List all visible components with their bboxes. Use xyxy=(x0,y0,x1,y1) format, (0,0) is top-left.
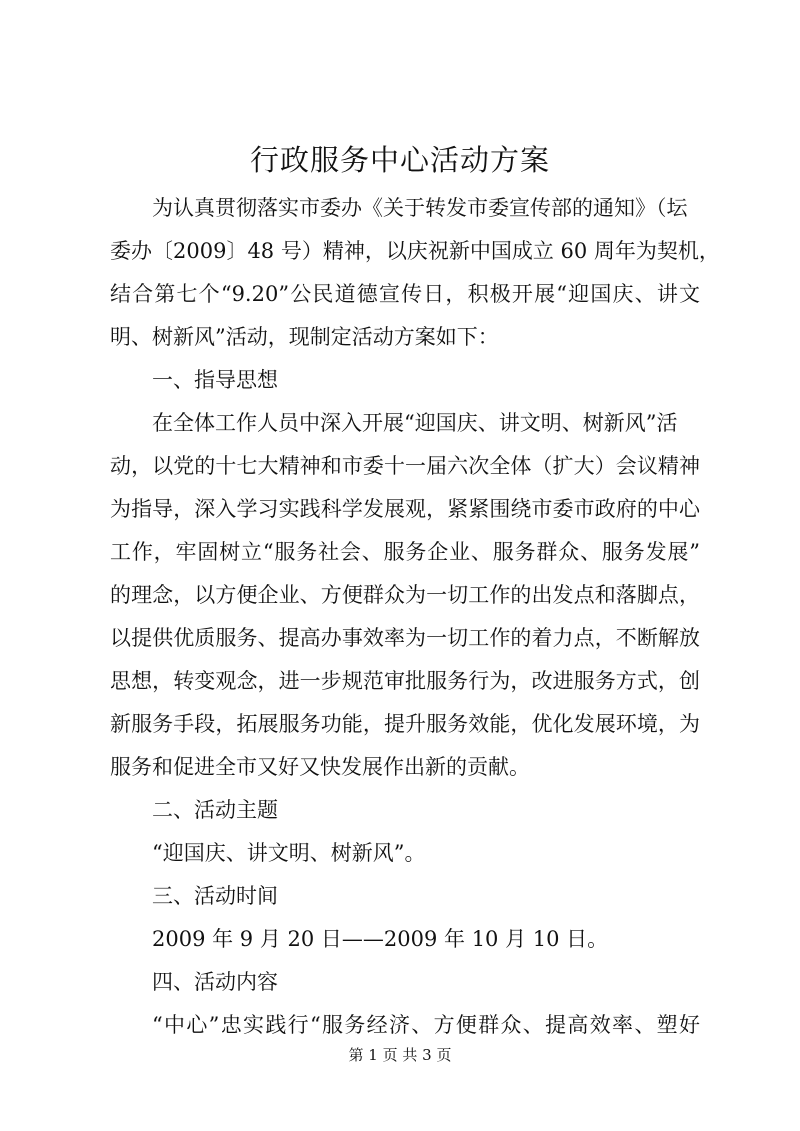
intro-line-2: 委办〔2009〕48 号）精神，以庆祝新中国成立 60 周年为契机， xyxy=(110,239,720,263)
section-heading-theme: 二、活动主题 xyxy=(152,798,278,822)
section1-line-8: 新服务手段，拓展服务功能，提升服务效能，优化发展环境，为 xyxy=(110,712,700,736)
intro-line-1: 为认真贯彻落实市委办《关于转发市委宣传部的通知》（坛 xyxy=(152,196,688,220)
section1-line-9: 服务和促进全市又好又快发展作出新的贡献。 xyxy=(110,755,530,779)
section4-line-1: “中心”忠实践行“服务经济、方便群众、提高效率、塑好 xyxy=(152,1013,700,1037)
section1-line-7: 思想，转变观念，进一步规范审批服务行为，改进服务方式，创 xyxy=(110,669,700,693)
section1-line-5: 的理念，以方便企业、方便群众为一切工作的出发点和落脚点， xyxy=(110,583,700,607)
section-heading-content: 四、活动内容 xyxy=(152,970,278,994)
section3-body: 2009 年 9 月 20 日——2009 年 10 月 10 日。 xyxy=(152,927,609,951)
section1-line-3: 为指导，深入学习实践科学发展观，紧紧围绕市委市政府的中心 xyxy=(110,497,700,521)
intro-line-4: 明、树新风”活动，现制定活动方案如下： xyxy=(110,325,499,349)
intro-line-3: 结合第七个“9.20”公民道德宣传日，积极开展“迎国庆、讲文 xyxy=(110,282,700,306)
section-heading-time: 三、活动时间 xyxy=(152,884,278,908)
section1-line-2: 动，以党的十七大精神和市委十一届六次全体（扩大）会议精神 xyxy=(110,454,700,478)
section1-line-6: 以提供优质服务、提高办事效率为一切工作的着力点，不断解放 xyxy=(110,626,700,650)
section1-line-4: 工作，牢固树立“服务社会、服务企业、服务群众、服务发展” xyxy=(110,540,700,564)
section1-line-1: 在全体工作人员中深入开展“迎国庆、讲文明、树新风”活 xyxy=(152,411,678,435)
section-heading-guiding-thought: 一、指导思想 xyxy=(152,368,278,392)
section2-body: “迎国庆、讲文明、树新风”。 xyxy=(152,841,426,865)
page-number-footer: 第 1 页 共 3 页 xyxy=(348,1046,452,1064)
document-title: 行政服务中心活动方案 xyxy=(249,143,550,177)
